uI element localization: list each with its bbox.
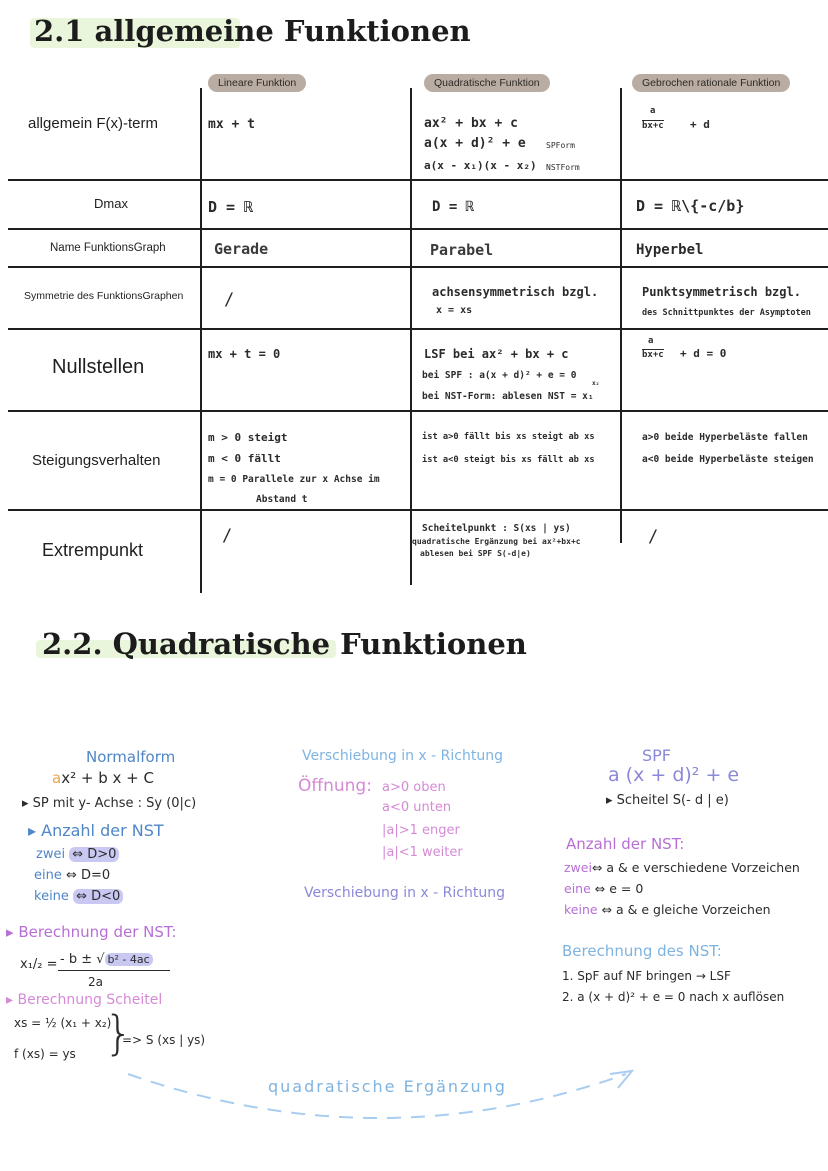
row-label: Dmax	[94, 196, 128, 211]
completing-square-label: quadratische Ergänzung	[268, 1077, 507, 1096]
completing-square-arrow	[0, 1050, 828, 1170]
cell-quad-zeros: bei NST-Form: ablesen NST = x₁	[422, 391, 594, 402]
quadratic-formula-lhs: x₁/₂ =	[20, 957, 58, 972]
normalform-title: Normalform	[86, 748, 176, 766]
cell-rational-slope: a>0 beide Hyperbeläste fallen	[642, 432, 808, 443]
cell-linear-extreme: /	[222, 526, 233, 546]
section-2-title: 2.2. Quadratische Funktionen	[42, 627, 527, 661]
cell-linear-slope: m > 0 steigt	[208, 431, 288, 444]
cell-rational-denominator: bx+c	[642, 350, 664, 360]
cell-quad-extreme: Scheitelpunkt : S(xs | ys)	[422, 523, 571, 534]
vertex-y-formula: f (xs) = ys	[14, 1047, 76, 1061]
cell-linear-dmax: D = ℝ	[208, 198, 254, 216]
vertex-result: => S (xs | ys)	[122, 1033, 206, 1047]
discriminant-highlight: b² - 4ac	[105, 953, 153, 966]
cell-linear-slope: m < 0 fällt	[208, 452, 281, 465]
opening-case: a>0 oben	[382, 780, 446, 795]
cell-quad-zeros: LSF bei ax² + bx + c	[424, 347, 569, 361]
spf-no-zeros: keine ⇔ a & e gleiche Vorzeichen	[564, 902, 771, 917]
cell-rational-extreme: /	[648, 527, 659, 547]
normalform-formula: ax² + b x + C	[52, 769, 154, 787]
vertex-x-formula: xs = ½ (x₁ + x₂)	[14, 1016, 112, 1030]
table-divider	[200, 88, 202, 593]
section-1-title: 2.1 allgemeine Funktionen	[34, 14, 471, 48]
spf-two-zeros: zwei⇔ a & e verschiedene Vorzeichen	[564, 860, 800, 875]
opening-label: Öffnung:	[298, 776, 372, 796]
cell-quad-zeros: bei SPF : a(x + d)² + e = 0	[422, 370, 577, 381]
arc-arrowhead	[610, 1071, 632, 1088]
table-divider	[8, 509, 828, 511]
vertex-calc-title: ▸ Berechnung Scheitel	[6, 992, 163, 1008]
cell-quad-term: a(x - x₁)(x - x₂)	[424, 159, 537, 172]
spf-formula: a (x + d)² + e	[608, 764, 740, 786]
table-divider	[8, 179, 828, 181]
row-label: Name FunktionsGraph	[50, 242, 166, 254]
normalform-y-intercept: ▸ SP mit y- Achse : Sy (0|c)	[22, 796, 197, 811]
spf-count-title: Anzahl der NST:	[566, 835, 685, 853]
cell-quad-extreme: ablesen bei SPF S(-d|e)	[420, 549, 531, 558]
cell-linear-slope: m = 0 Parallele zur x Achse im	[208, 474, 380, 485]
cell-rational-numerator: a	[650, 106, 656, 116]
table-divider	[8, 228, 828, 230]
cell-rational-symmetry: Punktsymmetrisch bzgl.	[642, 285, 801, 299]
cell-linear-symmetry: /	[224, 290, 235, 310]
cell-quad-dmax: D = ℝ	[432, 199, 475, 215]
cell-linear-zeros: mx + t = 0	[208, 347, 281, 361]
cell-note: NSTForm	[546, 163, 580, 172]
spf-vertex: ▸ Scheitel S(- d | e)	[606, 793, 729, 808]
row-label: Extrempunkt	[42, 540, 144, 560]
shift-title: Verschiebung in x - Richtung	[302, 748, 503, 764]
table-divider	[620, 88, 622, 543]
cell-quad-slope: ist a>0 fällt bis xs steigt ab xs	[422, 432, 595, 442]
cell-rational-numerator: a	[648, 336, 654, 346]
table-divider	[8, 410, 828, 412]
cell-quad-name: Parabel	[430, 241, 494, 259]
cell-rational-zeros: + d = 0	[680, 347, 727, 360]
row-label: Symmetrie des FunktionsGraphen	[24, 290, 184, 302]
table-divider	[8, 328, 828, 330]
opening-case: |a|>1 enger	[382, 823, 460, 838]
row-label: Steigungsverhalten	[32, 452, 161, 469]
quadratic-formula-denominator: 2a	[88, 975, 103, 989]
normalform-count-title: ▸ Anzahl der NST	[28, 821, 164, 840]
row-label: allgemein F(x)-term	[28, 115, 159, 132]
cell-linear-slope: Abstand t	[256, 494, 308, 505]
cell-rational-denominator: bx+c	[642, 121, 664, 131]
cell-quad-slope: ist a<0 steigt bis xs fällt ab xs	[422, 455, 595, 465]
vertex-brace: }	[104, 1006, 134, 1060]
spf-step: 2. a (x + d)² + e = 0 nach x auflösen	[562, 990, 785, 1004]
cell-linear-name: Gerade	[214, 240, 269, 258]
quadratic-formula-numerator: - b ± √ b² - 4ac	[60, 952, 153, 967]
fraction-line	[58, 970, 170, 971]
table-divider	[8, 266, 828, 268]
spf-step: 1. SpF auf NF bringen → LSF	[562, 969, 731, 983]
cell-quad-term: a(x + d)² + e	[424, 136, 526, 151]
cell-quad-term: ax² + bx + c	[424, 116, 518, 131]
cell-rational-slope: a<0 beide Hyperbeläste steigen	[642, 454, 814, 465]
column-header: Lineare Funktion	[208, 74, 306, 92]
cell-quad-extreme: quadratische Ergänzung bei ax²+bx+c	[412, 537, 581, 546]
column-header: Quadratische Funktion	[424, 74, 550, 92]
cell-rational-term: + d	[690, 118, 710, 131]
cell-linear-term: mx + t	[208, 117, 255, 132]
column-header: Gebrochen rationale Funktion	[632, 74, 790, 92]
cell-note: SPForm	[546, 141, 575, 150]
cell-quad-symmetry: x = xs	[436, 305, 473, 316]
cell-quad-zeros-sub: x₂	[592, 380, 600, 387]
row-label: Nullstellen	[52, 356, 145, 378]
shift-title-2: Verschiebung in x - Richtung	[304, 885, 505, 901]
spf-title: SPF	[642, 746, 672, 765]
cell-rational-dmax: D = ℝ\{-c/b}	[636, 197, 745, 215]
cell-quad-symmetry: achsensymmetrisch bzgl.	[432, 285, 599, 299]
normalform-calc-title: ▸ Berechnung der NST:	[6, 923, 177, 941]
normalform-one-zero: eine ⇔ D=0	[34, 868, 111, 883]
opening-case: a<0 unten	[382, 800, 452, 815]
spf-one-zero: eine ⇔ e = 0	[564, 881, 644, 896]
cell-rational-name: Hyperbel	[636, 242, 704, 258]
spf-calc-title: Berechnung des NST:	[562, 942, 722, 960]
normalform-no-zeros: keine ⇔ D<0	[34, 889, 123, 904]
normalform-two-zeros: zwei ⇔ D>0	[36, 847, 119, 862]
normalform-coefficient-a: a	[52, 769, 62, 787]
opening-case: |a|<1 weiter	[382, 845, 463, 860]
cell-rational-symmetry: des Schnittpunktes der Asymptoten	[642, 308, 811, 318]
